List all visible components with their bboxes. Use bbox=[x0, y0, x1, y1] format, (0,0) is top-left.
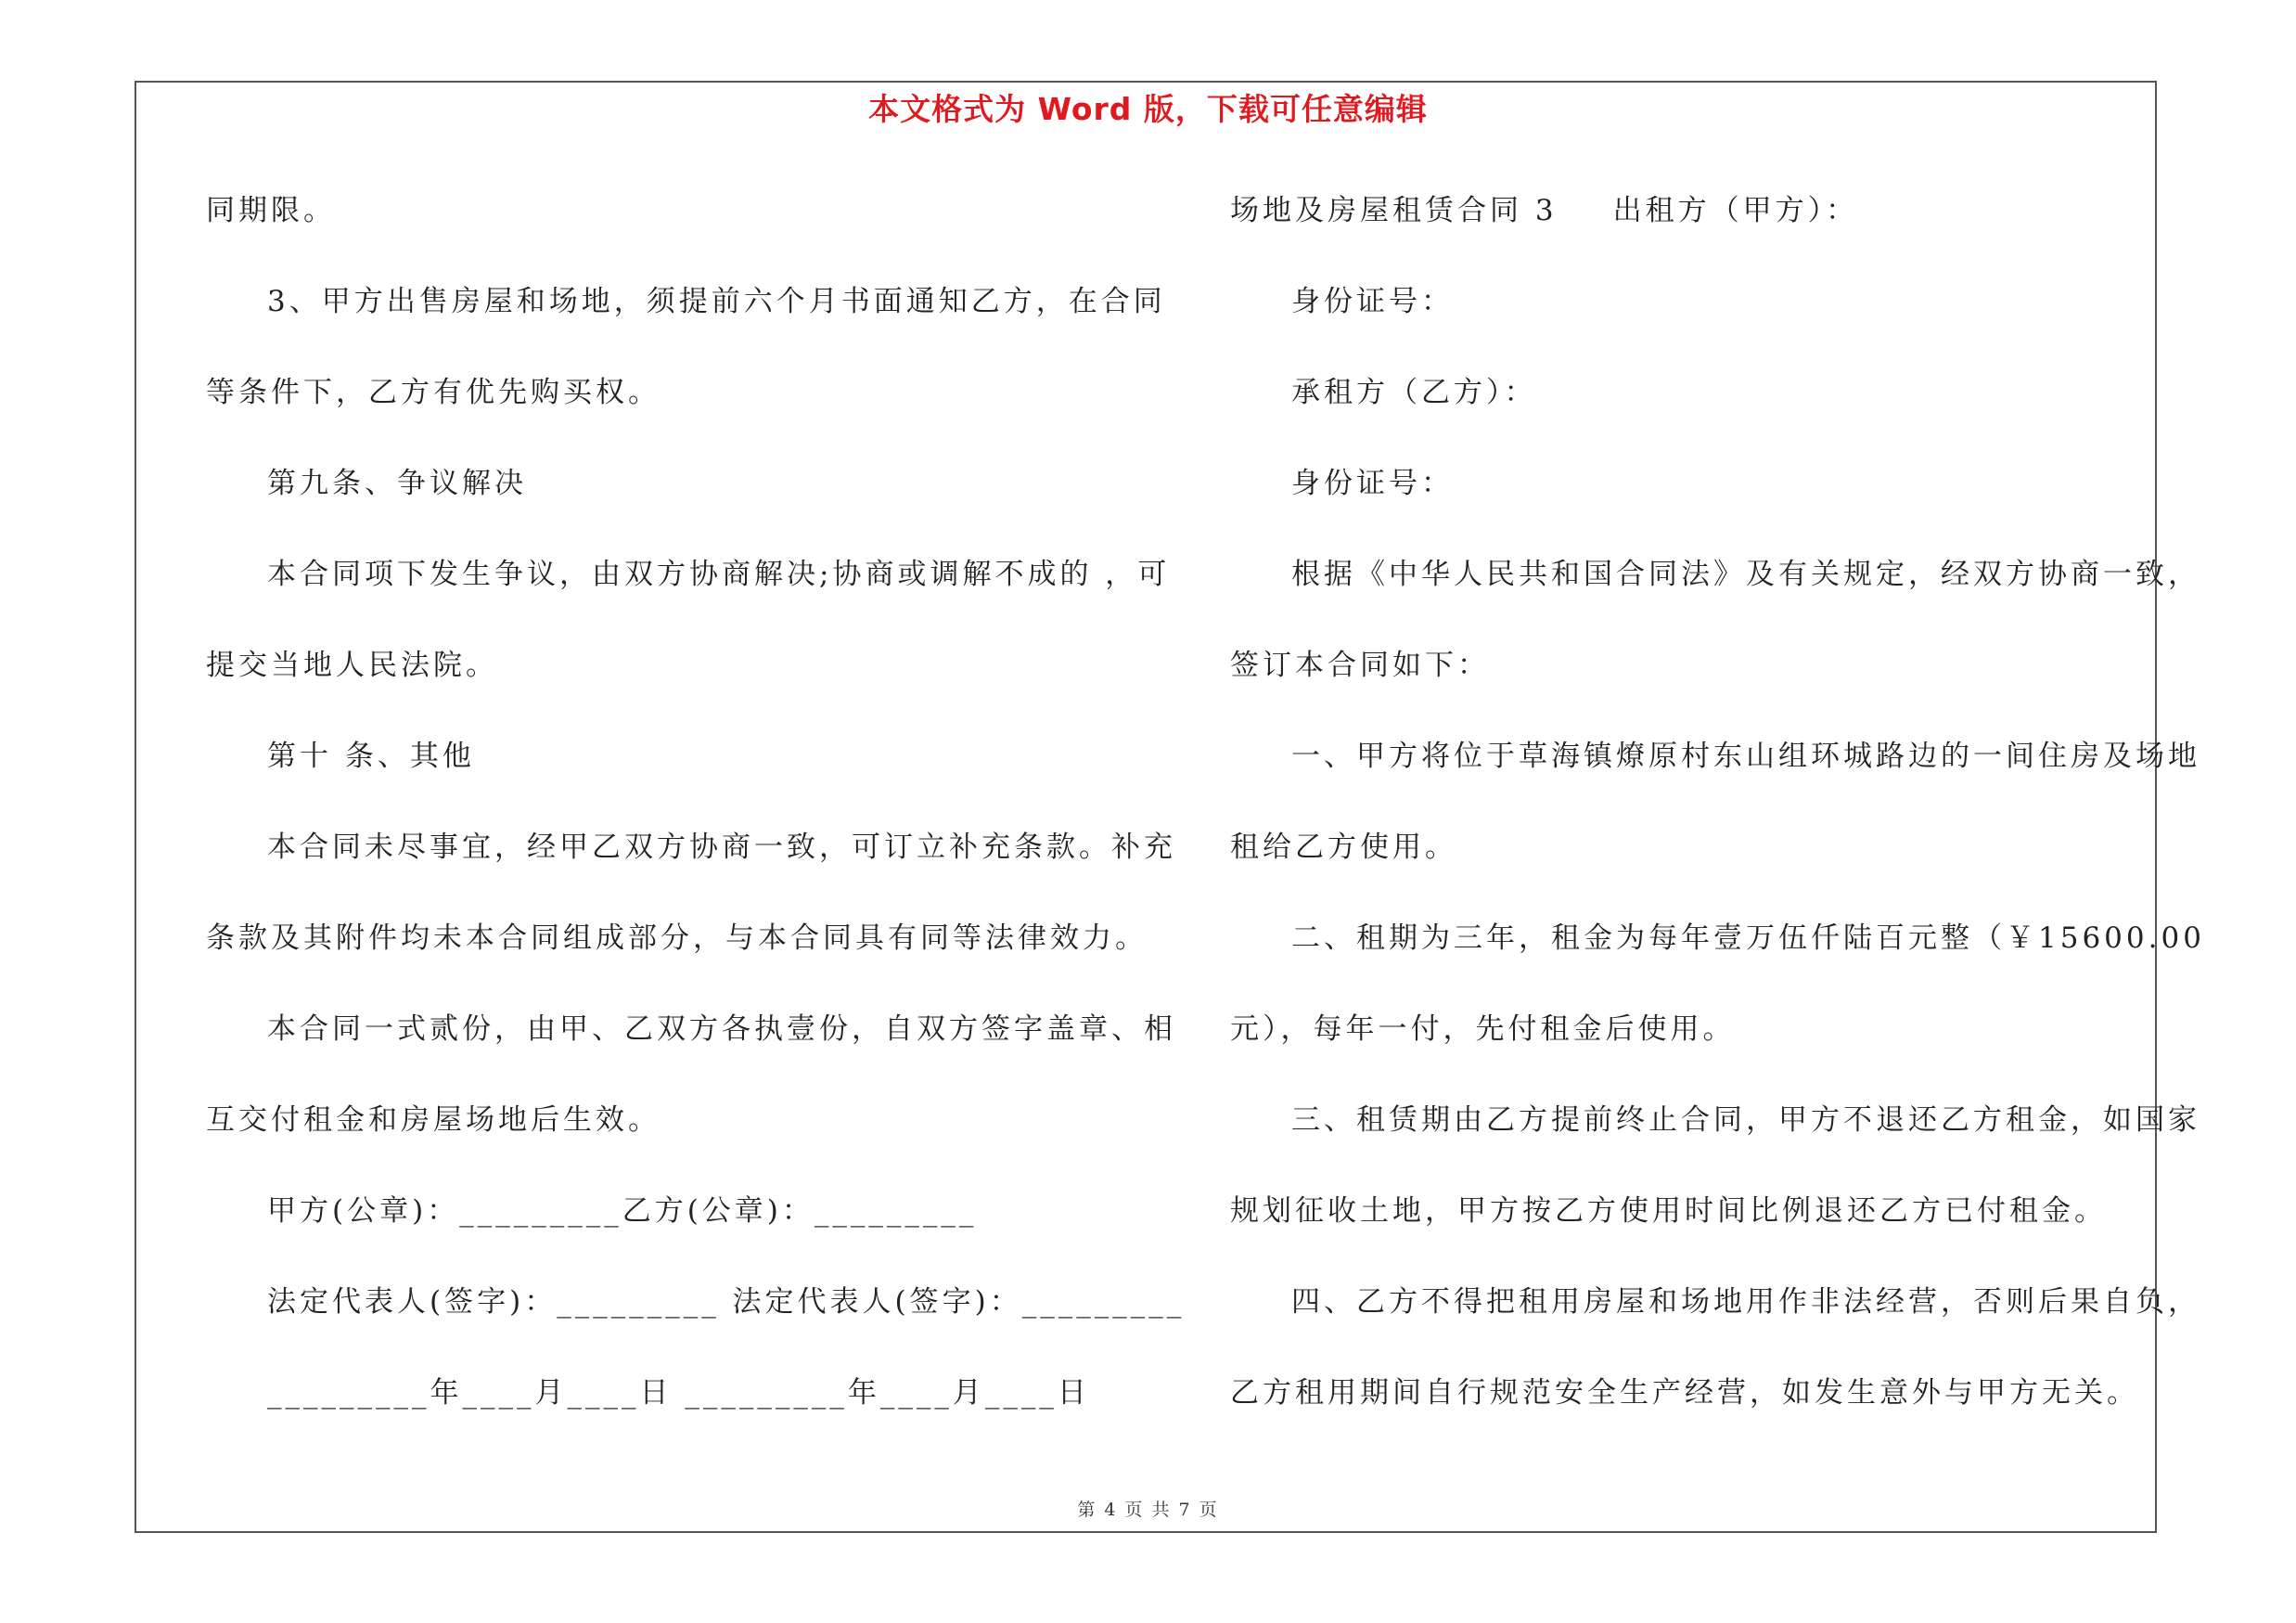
seal-line: 甲方(公章)：_________乙方(公章)：_________ bbox=[267, 1194, 978, 1228]
right-line-10: 元），每年一付，先付租金后使用。 bbox=[1230, 1012, 1736, 1046]
left-line-9: 条款及其附件均未本合同组成部分，与本合同具有同等法律效力。 bbox=[206, 921, 1148, 955]
article-nine-heading: 第九条、争议解决 bbox=[267, 467, 527, 500]
left-line-8: 本合同未尽事宜，经甲乙双方协商一致，可订立补充条款。补充 bbox=[267, 831, 1176, 864]
left-line-2: 3、甲方出售房屋和场地，须提前六个月书面通知乙方，在合同 bbox=[267, 285, 1166, 318]
left-line-1: 同期限。 bbox=[206, 194, 336, 227]
right-line-8: 租给乙方使用。 bbox=[1230, 831, 1457, 864]
left-line-6: 提交当地人民法院。 bbox=[206, 649, 498, 682]
date-line: _________年____月____日 _________年____月____日 bbox=[267, 1376, 1090, 1410]
left-line-3: 等条件下，乙方有优先购买权。 bbox=[206, 376, 661, 409]
left-line-5: 本合同项下发生争议，由双方协商解决;协商或调解不成的 ，可 bbox=[267, 558, 1171, 591]
article-ten-heading: 第十 条、其他 bbox=[267, 740, 475, 773]
lessor-id-number: 身份证号： bbox=[1291, 285, 1454, 318]
contract-title: 场地及房屋租赁合同 3 bbox=[1230, 194, 1558, 227]
right-line-9: 二、租期为三年，租金为每年壹万伍仟陆百元整（￥15600.00 bbox=[1291, 921, 2205, 955]
left-line-10: 本合同一式贰份，由甲、乙双方各执壹份，自双方签字盖章、相 bbox=[267, 1012, 1176, 1046]
lessor-label: 出租方（甲方）： bbox=[1612, 194, 1859, 227]
right-line-11: 三、租赁期由乙方提前终止合同，甲方不退还乙方租金，如国家 bbox=[1291, 1103, 2200, 1137]
right-column bbox=[1230, 182, 2205, 1455]
left-column bbox=[206, 182, 1186, 1455]
right-line-13: 四、乙方不得把租用房屋和场地用作非法经营，否则后果自负， bbox=[1291, 1285, 2200, 1319]
right-line-5: 根据《中华人民共和国合同法》及有关规定，经双方协商一致， bbox=[1291, 558, 2200, 591]
lessee-label: 承租方（乙方）： bbox=[1291, 376, 1537, 409]
right-line-6: 签订本合同如下： bbox=[1230, 649, 1490, 682]
lessee-id-number: 身份证号： bbox=[1291, 467, 1454, 500]
right-line-14: 乙方租用期间自行规范安全生产经营，如发生意外与甲方无关。 bbox=[1230, 1376, 2139, 1410]
left-line-11: 互交付租金和房屋场地后生效。 bbox=[206, 1103, 661, 1137]
page-number: 第 4 页 共 7 页 bbox=[1077, 1500, 1219, 1520]
format-banner: 本文格式为 Word 版，下载可任意编辑 bbox=[868, 91, 1428, 127]
signature-line: 法定代表人(签字)：_________ 法定代表人(签字)：_________ bbox=[267, 1285, 1186, 1319]
right-line-12: 规划征收土地，甲方按乙方使用时间比例退还乙方已付租金。 bbox=[1230, 1194, 2107, 1228]
right-line-7: 一、甲方将位于草海镇燎原村东山组环城路边的一间住房及场地 bbox=[1291, 740, 2200, 773]
contract-title-line bbox=[1230, 182, 2176, 273]
